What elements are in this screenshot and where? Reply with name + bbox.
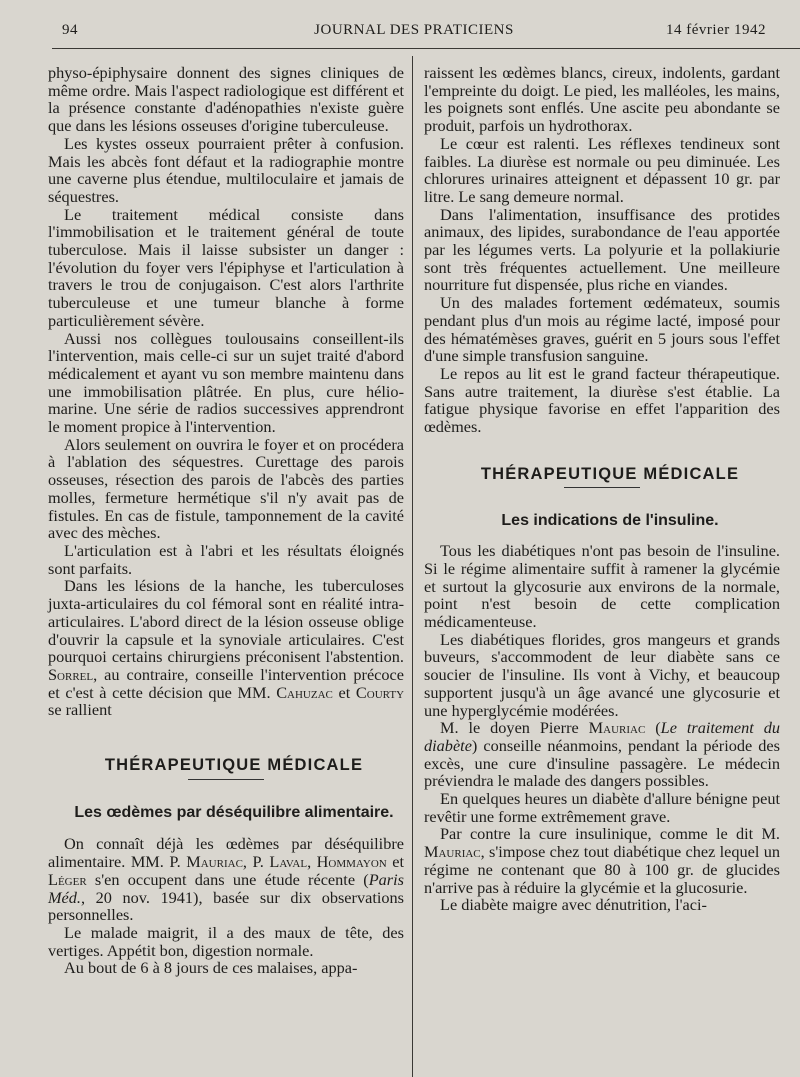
author-name: Mauriac <box>424 842 481 862</box>
article-subtitle: Les indications de l'insuline. <box>501 512 719 530</box>
paragraph: Le diabète maigre avec dénutrition, l'aci- <box>440 895 707 915</box>
column-divider <box>412 56 413 1077</box>
author-name: Hommayon <box>316 852 387 872</box>
paragraph: Par contre la cure insulinique, comme le dit M. Mauriac, s'impose chez tout diabétique chez lequel un régime ne contenant que 80 à 100 gr. de glucides n'arrive pas à réduire la glycémie et la glucosurie. <box>424 824 780 897</box>
article-subtitle: Les œdèmes par déséquilibre alimentaire. <box>74 803 394 821</box>
author-name: Mauriac <box>186 852 243 872</box>
section-title: THÉRAPEUTIQUE MÉDICALE <box>104 756 364 775</box>
paragraph: Dans les lésions de la hanche, les tuberculoses juxta-articulaires du col fémoral sont en réalité intra-articulaires. L'abord direct de la lésion osseuse oblige d'ouvrir la capsule et la synoviale articulaires. C'est pourquoi certains chirurgiens préconisent l'abstention. Sorrel, au contraire, conseille l'intervention précoce et c'est à cette décision que MM. Cahuzac et Courty se rallient <box>48 576 405 720</box>
paragraph: Les kystes osseux pourraient prêter à confusion. Mais les abcès font défaut et la radiographie montre une caverne plus étendue, multiloculaire et jamais de séquestres. <box>48 133 404 206</box>
paragraph: On connaît déjà les œdèmes par déséquilibre alimentaire. MM. P. Mauriac, P. Laval, Hommayon et Léger s'en occupent dans une étude récente (Paris Méd., 20 nov. 1941), basée sur dix observations personnelles. <box>48 834 404 925</box>
header-rule <box>52 48 800 49</box>
paragraph: Dans l'alimentation, insuffisance des protides animaux, des lipides, surabondance de l'eau apportée par les légumes verts. La polyurie et la pollakiurie sont très fréquentes actuellement. Une meilleure nourriture fut dispensée, plus riche en viandes. <box>424 204 780 295</box>
journal-title: JOURNAL DES PRATICIENS <box>314 22 514 38</box>
paragraph: Au bout de 6 à 8 jours de ces malaises, appa- <box>64 958 358 978</box>
right-column <box>424 64 780 914</box>
paragraph: L'articulation est à l'abri et les résultats éloignés sont parfaits. <box>48 540 404 578</box>
page-number: 94 <box>62 22 78 38</box>
paragraph: Alors seulement on ouvrira le foyer et on procédera à l'ablation des séquestres. Curettage des parois osseuses, résection des parois de l'abcès des parties molles, fermeture hermétique s'il n'y avait pas de fistules. En cas de fistule, tamponnement de la cavité avec des mèches. <box>48 434 404 543</box>
paragraph: Le traitement médical consiste dans l'immobilisation et le traitement général de toute tuberculose. Mais il laisse subsister un danger : l'évolution du foyer vers l'épiphyse et l'articulation à travers le trou de conjugaison. C'est alors l'arthrite tuberculeuse et une tumeur blanche à forme particulièrement sévère. <box>48 204 404 330</box>
paragraph: Le repos au lit est le grand facteur thérapeutique. Sans autre traitement, la diurèse s'est établie. La fatigue physique favorise en effet l'apparition des œdèmes. <box>424 363 780 437</box>
author-name: Courty <box>355 682 405 702</box>
paragraph: Les diabétiques florides, gros mangeurs et grands buveurs, s'accommodent de leur diabète sans ce soucier de l'insuline. Ils vont à Vichy, et beaucoup supportent jusqu'à un âge avancé une glycosurie et une hyperglycémie modérées. <box>424 629 780 720</box>
author-name: Laval <box>269 852 308 872</box>
running-header <box>62 22 766 44</box>
paragraph: Tous les diabétiques n'ont pas besoin de l'insuline. Si le régime alimentaire suffit à ramener la glycémie et surtout la glycosurie aux environs de la normale, point n'est besoin de cette complication médicamenteuse. <box>424 541 780 631</box>
author-name: Sorrel <box>48 664 94 684</box>
author-name: Mauriac <box>588 718 646 738</box>
issue-date: 14 février 1942 <box>666 22 766 38</box>
paragraph: M. le doyen Pierre Mauriac (Le traitement du diabète) conseille néanmoins, pendant la période des excès, une cure d'insuline passagère. Le médecin préviendra le malade des dangers possibles. <box>424 718 781 791</box>
section-title: THÉRAPEUTIQUE MÉDICALE <box>480 464 740 483</box>
journal-reference: Paris Méd. <box>48 869 404 907</box>
paragraph: En quelques heures un diabète d'allure bénigne peut revêtir une forme extrêmement grave. <box>424 789 780 826</box>
book-reference: Le traitement du diabète <box>424 718 781 755</box>
paragraph: Le malade maigrit, il a des maux de tête, des vertiges. Appétit bon, digestion normale. <box>48 922 404 960</box>
left-column <box>48 64 404 977</box>
paragraph: Le cœur est ralenti. Les réflexes tendineux sont faibles. La diurèse est normale ou peu diminuée. Les chlorures urinaires atteignent et dépassent 10 gr. par litre. Le sang demeure normal. <box>424 133 780 206</box>
paragraph: raissent les œdèmes blancs, cireux, indolents, gardant l'empreinte du doigt. Le pied, les malléoles, les mains, les poignets sont enflés. Une ascite peu abondante se produit, parfois un hydrothorax. <box>424 63 780 136</box>
author-name: Cahuzac <box>276 682 333 702</box>
author-name: Léger <box>48 869 87 889</box>
paragraph: Un des malades fortement œdémateux, soumis pendant plus d'un mois au régime lacté, imposé pour des hématémèses graves, guérit en 5 jours sous l'effet d'une simple transfusion sanguine. <box>424 293 780 366</box>
paragraph: physo-épiphysaire donnent des signes cliniques de même ordre. Mais l'aspect radiologique est différent et la présence constante d'adénopathies n'existe guère que dans les lésions osseuses d'origine tuberculeuse. <box>48 63 404 136</box>
paragraph: Aussi nos collègues toulousains conseillent-ils l'intervention, mais celle-ci sur un sujet traité d'abord médicalement et ayant vu son membre maintenu dans une immobilisation plâtrée. En plus, cure hélio-marine. Une série de radios successives apprendront le moment propice à l'intervention. <box>48 328 404 437</box>
